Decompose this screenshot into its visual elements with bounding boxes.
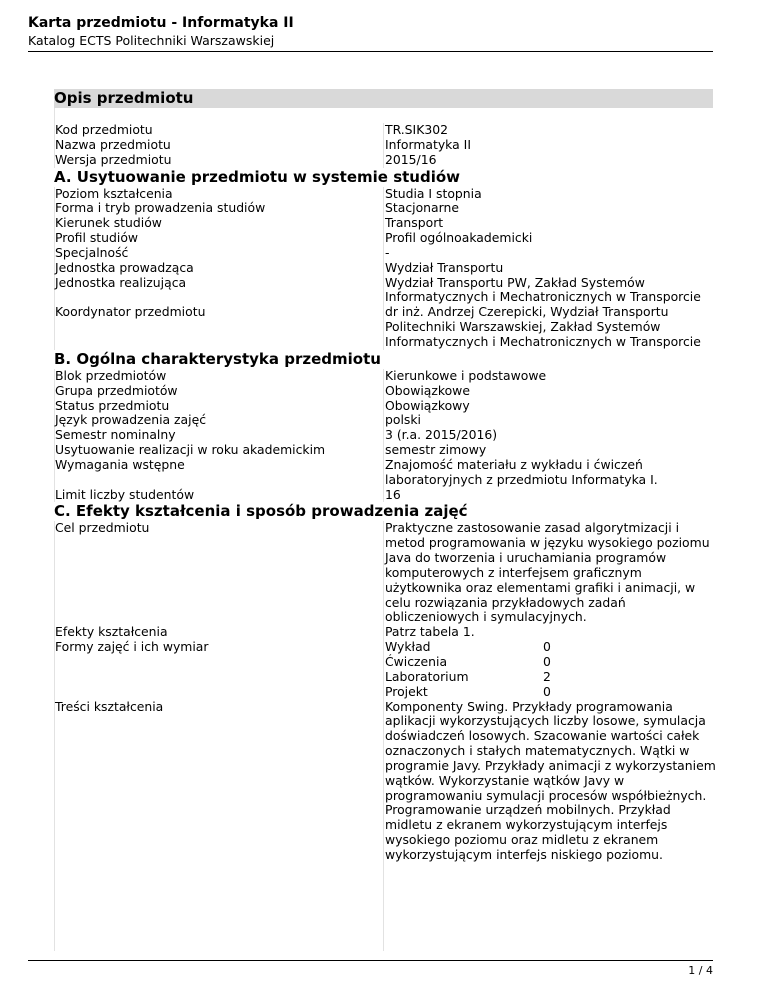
course-card <box>54 89 716 951</box>
table-row <box>55 123 717 138</box>
table-row <box>55 138 717 153</box>
section-heading-a: A. Usytuowanie przedmiotu w systemie studiów <box>54 167 461 186</box>
section-c-table <box>54 521 716 862</box>
row-value: Wydział Transportu <box>384 261 717 276</box>
table-row <box>55 640 717 699</box>
form-hours: 0 <box>543 654 551 669</box>
header-divider <box>28 51 713 52</box>
table-row <box>55 276 717 306</box>
form-name: Ćwiczenia <box>385 654 448 669</box>
table-row <box>55 384 717 399</box>
row-label: Treści kształcenia <box>55 700 384 863</box>
row-value: Wydział Transportu PW, Zakład Systemów Informatycznych i Mechatronicznych w Transporcie <box>384 276 717 306</box>
row-value: TR.SIK302 <box>384 123 717 138</box>
row-label: Język prowadzenia zajęć <box>55 413 384 428</box>
row-value: Praktyczne zastosowanie zasad algorytmizacji i metod programowania w języku wysokiego poziomu Java do tworzenia i uruchamiania programów komputerowych z interfejsem graficznym użytkownika oraz elementami grafiki i animacji, w celu rozwiązania przykładowych zadań obliczeniowych i symulacyjnych. <box>384 521 717 625</box>
section-heading-c: C. Efekty kształcenia i sposób prowadzenia zajęć <box>54 502 468 521</box>
table-row <box>55 399 717 414</box>
table-row <box>55 413 717 428</box>
row-label: Semestr nominalny <box>55 428 384 443</box>
form-item <box>385 685 716 700</box>
row-value: Znajomość materiału z wykładu i ćwiczeń laboratoryjnych z przedmiotu Informatyka I. <box>384 458 717 488</box>
row-label: Koordynator przedmiotu <box>55 305 384 350</box>
table-row <box>55 305 717 350</box>
table-row <box>55 246 717 261</box>
row-label: Limit liczby studentów <box>55 488 384 503</box>
row-value: Studia I stopnia <box>384 187 717 202</box>
row-value: Komponenty Swing. Przykłady programowania aplikacji wykorzystujących liczby losowe, symulacja doświadczeń losowych. Szacowanie wartości całek oznaczonych i stałych matematycznych. Wątki w programie Javy. Przykłady animacji z wykorzystaniem wątków. Wykorzystanie wątków Javy w programowaniu symulacji procesów współbieżnych. Programowanie urządzeń mobilnych. Przykład midletu z ekranem wykorzystującym interfejs wysokiego poziomu oraz midletu z ekranem wykorzystującym interfejs niskiego poziomu. <box>385 698 716 862</box>
row-label: Jednostka prowadząca <box>55 261 384 276</box>
row-value: Patrz tabela 1. <box>384 625 717 640</box>
row-label: Kierunek studiów <box>55 216 384 231</box>
row-label: Nazwa przedmiotu <box>55 138 384 153</box>
row-value: semestr zimowy <box>384 443 717 458</box>
form-name: Laboratorium <box>385 668 469 684</box>
table-row <box>55 443 717 458</box>
row-value: 3 (r.a. 2015/2016) <box>384 428 717 443</box>
row-value: Obowiązkowy <box>384 399 717 414</box>
form-hours: 0 <box>543 683 551 699</box>
row-value: - <box>384 246 717 261</box>
row-label: Efekty kształcenia <box>55 625 384 640</box>
section-heading-opis: Opis przedmiotu <box>54 89 713 108</box>
row-value: Kierunkowe i podstawowe <box>384 369 717 384</box>
row-value: Informatyka II <box>384 138 717 153</box>
section-b-table <box>54 369 716 503</box>
row-label: Forma i tryb prowadzenia studiów <box>55 201 384 216</box>
document-subtitle: Katalog ECTS Politechniki Warszawskiej <box>28 33 275 48</box>
table-continuation <box>54 863 713 951</box>
row-label: Grupa przedmiotów <box>55 384 384 399</box>
table-row <box>55 153 717 168</box>
section-a-table <box>54 187 716 350</box>
table-row <box>55 521 717 625</box>
row-label: Poziom kształcenia <box>55 187 384 202</box>
table-row <box>55 369 717 384</box>
section-heading-b: B. Ogólna charakterystyka przedmiotu <box>54 349 381 368</box>
table-row <box>55 261 717 276</box>
row-label: Formy zajęć i ich wymiar <box>55 640 384 699</box>
page-header <box>28 14 713 49</box>
row-value: Transport <box>384 216 717 231</box>
row-value: polski <box>384 413 717 428</box>
document-title: Karta przedmiotu - Informatyka II <box>28 15 294 31</box>
table-row <box>55 201 717 216</box>
row-value: Stacjonarne <box>384 201 717 216</box>
table-row <box>55 216 717 231</box>
table-row <box>55 458 717 488</box>
row-value: dr inż. Andrzej Czerepicki, Wydział Transportu Politechniki Warszawskiej, Zakład Systemów Informatycznych i Mechatronicznych w Transporcie <box>384 305 717 350</box>
row-label: Profil studiów <box>55 231 384 246</box>
row-value: Profil ogólnoakademicki <box>384 231 717 246</box>
row-value: 2015/16 <box>384 153 717 168</box>
row-label: Status przedmiotu <box>55 399 384 414</box>
form-item <box>385 655 716 670</box>
form-hours: 2 <box>543 668 551 684</box>
table-row <box>55 231 717 246</box>
form-name: Wykład <box>385 639 431 655</box>
row-label: Usytuowanie realizacji w roku akademickim <box>55 443 384 458</box>
form-hours: 0 <box>543 639 551 655</box>
row-label: Cel przedmiotu <box>55 521 384 625</box>
table-row <box>55 488 717 503</box>
spacer <box>54 108 713 123</box>
page-number: 1 / 4 <box>688 964 713 977</box>
table-row <box>55 428 717 443</box>
row-label: Kod przedmiotu <box>55 123 384 138</box>
row-label: Specjalność <box>55 246 384 261</box>
form-name: Projekt <box>385 683 428 699</box>
table-row <box>55 700 717 863</box>
opis-table <box>54 123 716 168</box>
row-value: Obowiązkowe <box>384 384 717 399</box>
table-row <box>55 187 717 202</box>
footer-divider <box>28 960 713 961</box>
row-label: Jednostka realizująca <box>55 276 384 306</box>
table-row <box>55 625 717 640</box>
forms-of-classes <box>384 640 717 699</box>
row-value: 16 <box>384 488 717 503</box>
form-item <box>385 670 716 685</box>
row-label: Wymagania wstępne <box>55 458 384 488</box>
row-label: Blok przedmiotów <box>55 369 384 384</box>
form-item <box>385 640 716 655</box>
row-label: Wersja przedmiotu <box>55 153 384 168</box>
